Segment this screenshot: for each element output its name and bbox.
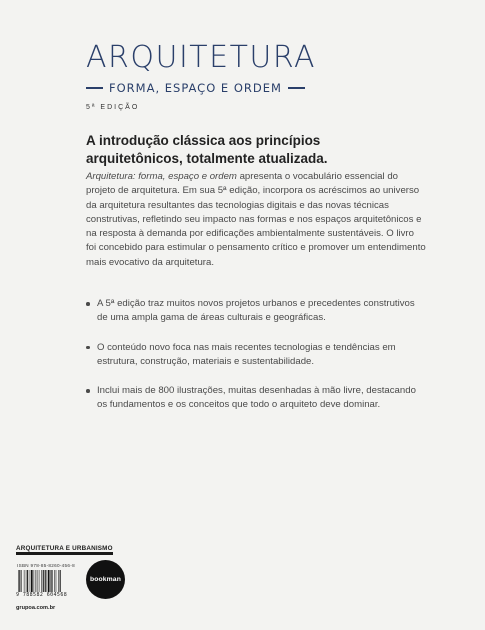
subtitle-row: [86, 81, 305, 95]
publisher-logo: [86, 560, 125, 599]
subject-area-rule: [16, 552, 113, 555]
feature-list: [86, 297, 416, 413]
dash-left: [86, 87, 103, 89]
bullet-icon: [86, 389, 90, 393]
description-paragraph: [86, 170, 426, 270]
bullet-icon: [86, 302, 90, 306]
bullet-icon: [86, 346, 90, 350]
subject-area-label: ARQUITETURA E URBANISMO: [16, 545, 113, 552]
barcode-digits: 9 788582 604568: [16, 592, 68, 598]
description-text: apresenta o vocabulário essencial do projeto de arquitetura. Em sua 5ª edição, incorpora os acréscimos ao universo da arquitetura resultantes das tecnologias digitais e das novas técnicas construtivas, refletindo seu impacto nas formas e nos espaços arquitetônicos e na resposta à demanda por edificações ambientalmente sustentáveis. O livro foi concebido para estimular o pensamento crítico e promover um entendimento mais evocativo da arquitetura.: [86, 171, 426, 268]
feature-item: A 5ª edição traz muitos novos projetos urbanos e precedentes construtivos de uma ampla gama de áreas culturais e geográficas.: [86, 297, 416, 326]
lead-text: [86, 132, 406, 168]
feature-item: O conteúdo novo foca nas mais recentes tecnologias e tendências em estrutura, construção, materiais e sustentabilidade.: [86, 341, 416, 370]
feature-item: Inclui mais de 800 ilustrações, muitas desenhadas à mão livre, destacando os fundamentos e os conceitos que todo o arquiteto deve dominar.: [86, 384, 416, 413]
barcode-image: [17, 570, 77, 592]
description-book-title: Arquitetura: forma, espaço e ordem: [86, 171, 237, 182]
book-title: ARQUITETURA: [86, 40, 317, 75]
dash-right: [288, 87, 305, 89]
edition-label: 5ª EDIÇÃO: [86, 104, 140, 111]
book-subtitle: FORMA, ESPAÇO E ORDEM: [109, 81, 282, 95]
publisher-website: grupoa.com.br: [16, 605, 56, 611]
lead-line-2: arquitetônicos, totalmente atualizada.: [86, 151, 328, 166]
isbn-label: ISBN 978-85-8260-456-8: [17, 563, 75, 568]
lead-line-1: A introdução clássica aos princípios: [86, 133, 321, 148]
publisher-name: bookman: [90, 576, 121, 583]
